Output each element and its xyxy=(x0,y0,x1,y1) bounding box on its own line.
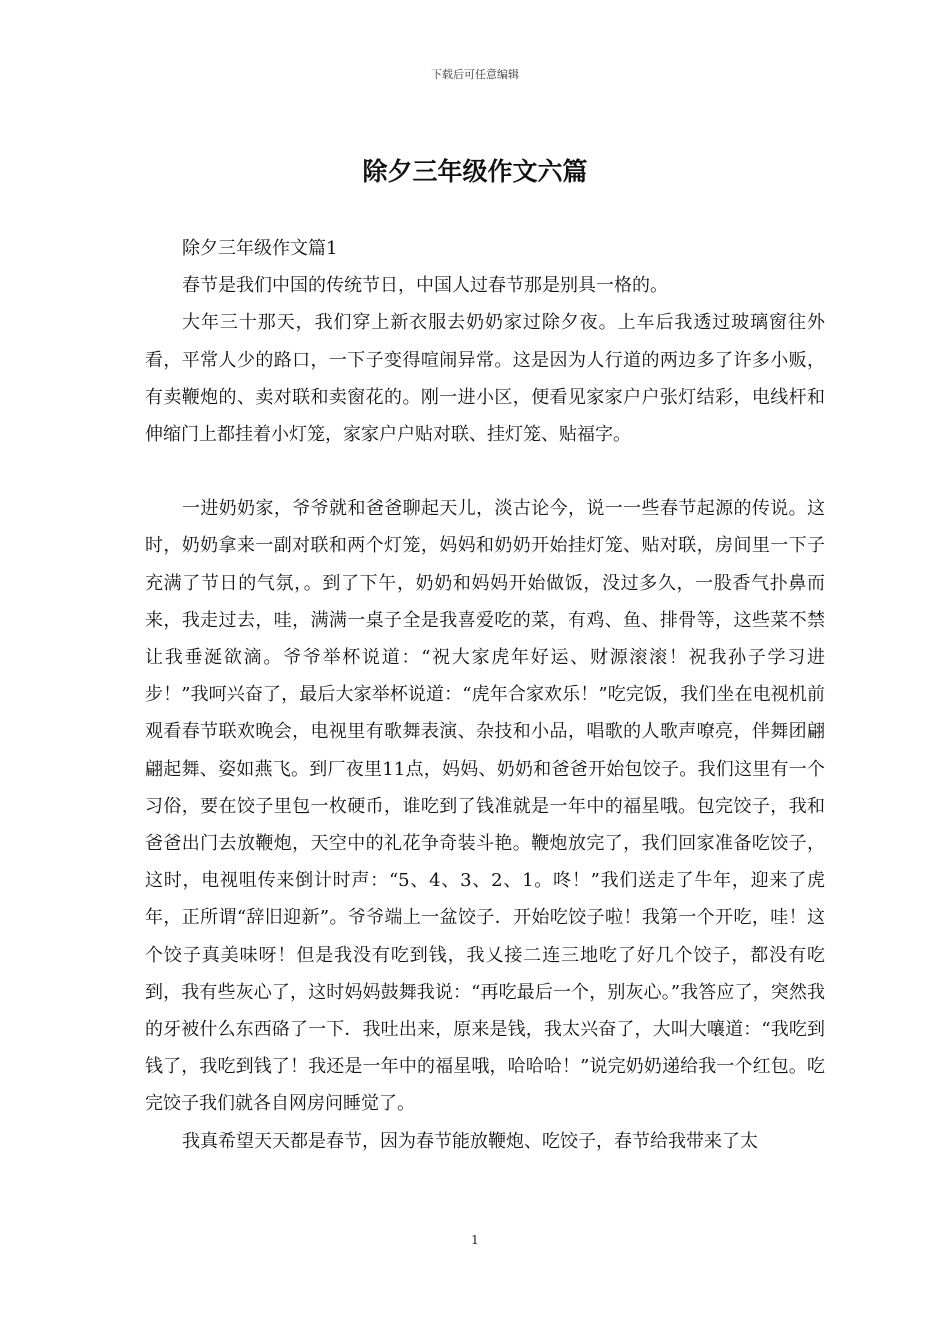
paragraph-2: 大年三十那天，我们穿上新衣服去奶奶家过除夕夜。上车后我透过玻璃窗往外看，平常人少的路口，一下子变得喧闹异常。这是因为人行道的两边多了许多小贩，有卖鞭炮的、卖对联和卖窗花的。刚一进小区，便看见家家户户张灯结彩，电线杆和伸缩门上都挂着小灯笼，家家户户贴对联、挂灯笼、贴福字。 xyxy=(145,312,825,446)
page-number: 1 xyxy=(471,1233,479,1247)
paragraph-1: 春节是我们中国的传统节日，中国人过春节那是别具一格的。 xyxy=(182,275,668,297)
section-heading: 除夕三年级作文篇1 xyxy=(182,238,338,259)
paragraph-4: 我真希望天天都是春节，因为春节能放鞭炮、吃饺子，春节给我带来了太 xyxy=(182,1130,758,1152)
document-body xyxy=(145,230,825,1160)
document-title: 除夕三年级作文六篇 xyxy=(362,157,588,186)
header-note: 下载后可任意编辑 xyxy=(431,68,519,81)
paragraph-3: 一进奶奶家，爷爷就和爸爸聊起天儿，淡古论今，说一一些春节起源的传说。这时，奶奶拿来一副对联和两个灯笼，妈妈和奶奶开始挂灯笼、贴对联，房间里一下子充满了节日的气氛，。到了下午，奶奶和妈妈开始做饭，没过多久，一股香气扑鼻而来，我走过去，哇，满满一桌子全是我喜爱吃的菜，有鸡、鱼、排骨等，这些菜不禁让我垂涎欲滴。爷爷举杯说道：“祝大家虎年好运、财源滚滚！祝我孙子学习进步！”我呵兴奋了，最后大家举杯说道：“虎年合家欢乐！”吃完饭，我们坐在电视机前观看春节联欢晚会，电视里有歌舞表演、杂技和小品，唱歌的人歌声嘹亮，伴舞团翩翩起舞、姿如燕飞。到厂夜里11点，妈妈、奶奶和爸爸开始包饺子。我们这里有一个习俗，要在饺子里包一枚硬币，谁吃到了钱准就是一年中的福星哦。包完饺子，我和爸爸出门去放鞭炮，天空中的礼花争奇装斗艳。鞭炮放完了，我们回家准备吃饺子，这时，电视咀传来倒计时声：“5、4、3、2、1。咚！”我们送走了牛年，迎来了虎年，正所谓“辞旧迎新”。爷爷端上一盆饺子．开始吃饺子啦！我第一个开吃，哇！这个饺子真美味呀！但是我没有吃到钱，我乂接二连三地吃了好几个饺子，都没有吃到，我有些灰心了，这时妈妈鼓舞我说：“再吃最后一个，别灰心。”我答应了，突然我的牙被什么东西硌了一下．我吐出来，原来是钱，我太兴奋了，大叫大嚷道：“我吃到钱了，我吃到钱了！我还是一年中的福星哦，哈哈哈！”说完奶奶递给我一个红包。吃完饺子我们就各自网房问睡觉了。 xyxy=(145,498,825,1115)
